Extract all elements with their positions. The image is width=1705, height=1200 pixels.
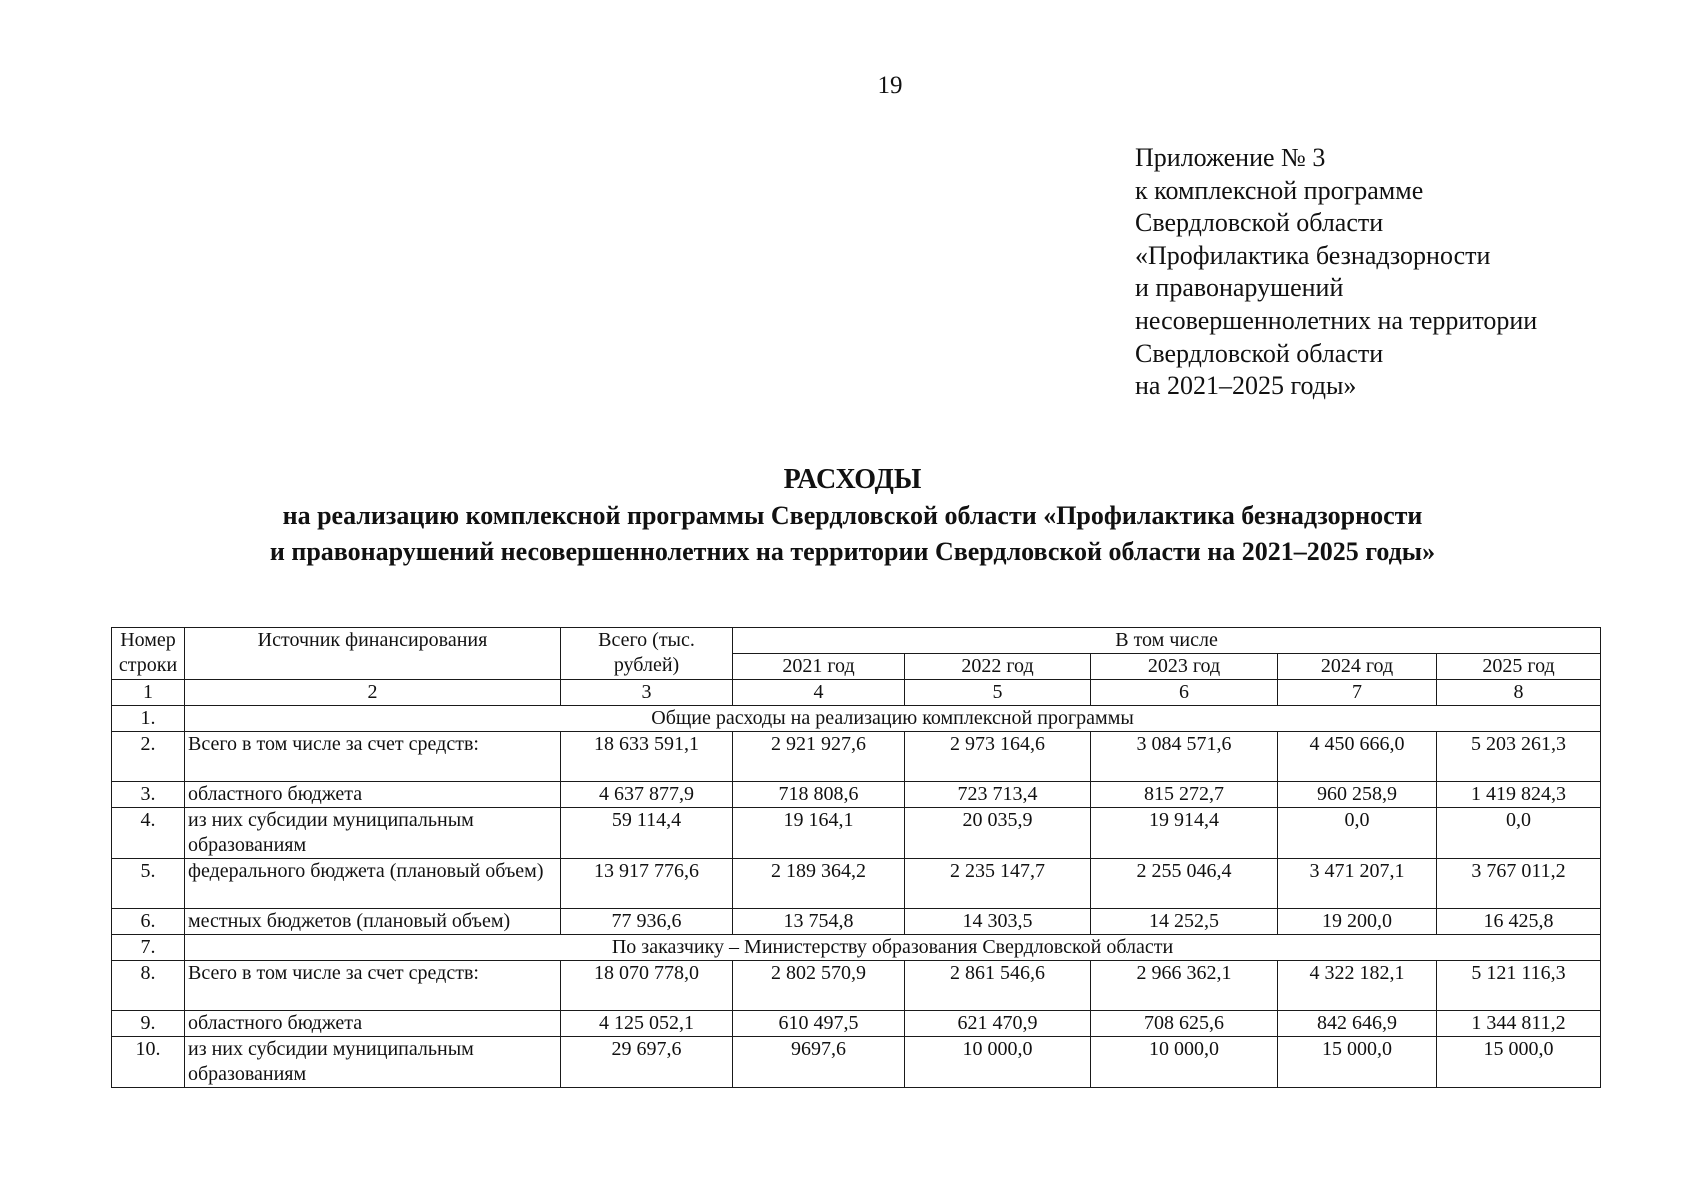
- column-number: 8: [1437, 680, 1601, 706]
- row-number: 4.: [112, 808, 185, 859]
- table-row-section: [112, 706, 1601, 732]
- row-value-2024: 4 450 666,0: [1278, 732, 1437, 782]
- row-value-2021: 2 921 927,6: [733, 732, 905, 782]
- row-value-2021: 9697,6: [733, 1037, 905, 1088]
- row-value-2025: 5 121 116,3: [1437, 961, 1601, 1011]
- row-value-2022: 2 861 546,6: [905, 961, 1091, 1011]
- row-value-2023: 10 000,0: [1091, 1037, 1278, 1088]
- table-row: [112, 961, 1601, 1011]
- row-value-2025: 15 000,0: [1437, 1037, 1601, 1088]
- row-value-2025: 5 203 261,3: [1437, 732, 1601, 782]
- row-value-2023: 3 084 571,6: [1091, 732, 1278, 782]
- appendix-note: [1135, 142, 1655, 403]
- row-number: 1.: [112, 706, 185, 732]
- row-value-2021: 718 808,6: [733, 782, 905, 808]
- row-value-2025: 1 419 824,3: [1437, 782, 1601, 808]
- row-value-2022: 2 235 147,7: [905, 859, 1091, 909]
- row-value-2021: 2 189 364,2: [733, 859, 905, 909]
- appendix-line: и правонарушений: [1135, 273, 1344, 303]
- row-value-2022: 621 470,9: [905, 1011, 1091, 1037]
- row-source: из них субсидии муниципальным образованиям: [185, 808, 561, 859]
- appendix-line: к комплексной программе: [1135, 175, 1424, 205]
- row-value-2025: 0,0: [1437, 808, 1601, 859]
- row-source: Всего в том числе за счет средств:: [185, 961, 561, 1011]
- column-number: 7: [1278, 680, 1437, 706]
- row-value-2021: 13 754,8: [733, 909, 905, 935]
- column-number: 2: [185, 680, 561, 706]
- document-title: [0, 462, 1705, 570]
- row-source: областного бюджета: [185, 1011, 561, 1037]
- row-value-2023: 815 272,7: [1091, 782, 1278, 808]
- row-value-2025: 3 767 011,2: [1437, 859, 1601, 909]
- row-value-2024: 19 200,0: [1278, 909, 1437, 935]
- row-total: 18 070 778,0: [561, 961, 733, 1011]
- row-value-2022: 14 303,5: [905, 909, 1091, 935]
- row-source: федерального бюджета (плановый объем): [185, 859, 561, 909]
- row-source: Всего в том числе за счет средств:: [185, 732, 561, 782]
- header-year-2021: 2021 год: [733, 654, 905, 680]
- column-number: 6: [1091, 680, 1278, 706]
- row-value-2021: 19 164,1: [733, 808, 905, 859]
- table-row: [112, 1011, 1601, 1037]
- appendix-line: на 2021–2025 годы»: [1135, 371, 1357, 401]
- header-year-2025: 2025 год: [1437, 654, 1601, 680]
- table-row-section: [112, 935, 1601, 961]
- row-value-2024: 3 471 207,1: [1278, 859, 1437, 909]
- row-total: 13 917 776,6: [561, 859, 733, 909]
- header-year-2024: 2024 год: [1278, 654, 1437, 680]
- table-row: [112, 1037, 1601, 1088]
- row-number: 5.: [112, 859, 185, 909]
- row-value-2021: 2 802 570,9: [733, 961, 905, 1011]
- row-number: 2.: [112, 732, 185, 782]
- row-number: 6.: [112, 909, 185, 935]
- header-row-number: Номер строки: [112, 628, 185, 680]
- table-row: [112, 732, 1601, 782]
- row-value-2023: 19 914,4: [1091, 808, 1278, 859]
- section-title: Общие расходы на реализацию комплексной программы: [185, 706, 1601, 732]
- row-value-2022: 10 000,0: [905, 1037, 1091, 1088]
- appendix-line: Приложение № 3: [1135, 143, 1326, 172]
- row-value-2024: 15 000,0: [1278, 1037, 1437, 1088]
- header-total: Всего (тыс. рублей): [561, 628, 733, 680]
- header-including: В том числе: [733, 628, 1601, 654]
- row-value-2024: 960 258,9: [1278, 782, 1437, 808]
- table-row: [112, 859, 1601, 909]
- expenses-table: [111, 627, 1601, 1088]
- header-source: Источник финансирования: [185, 628, 561, 680]
- header-year-2023: 2023 год: [1091, 654, 1278, 680]
- page-number: 19: [877, 72, 903, 99]
- column-numbers-row: [112, 680, 1601, 706]
- table-body: [112, 706, 1601, 1088]
- row-value-2022: 2 973 164,6: [905, 732, 1091, 782]
- appendix-line: Свердловской области: [1135, 338, 1384, 368]
- row-value-2025: 1 344 811,2: [1437, 1011, 1601, 1037]
- row-number: 9.: [112, 1011, 185, 1037]
- row-total: 29 697,6: [561, 1037, 733, 1088]
- row-source: областного бюджета: [185, 782, 561, 808]
- row-number: 3.: [112, 782, 185, 808]
- row-value-2023: 708 625,6: [1091, 1011, 1278, 1037]
- row-value-2022: 20 035,9: [905, 808, 1091, 859]
- appendix-line: несовершеннолетних на территории: [1135, 305, 1538, 335]
- row-total: 18 633 591,1: [561, 732, 733, 782]
- appendix-line: «Профилактика безнадзорности: [1135, 240, 1491, 270]
- header-year-2022: 2022 год: [905, 654, 1091, 680]
- appendix-line: Свердловской области: [1135, 208, 1384, 238]
- row-total: 59 114,4: [561, 808, 733, 859]
- row-value-2021: 610 497,5: [733, 1011, 905, 1037]
- row-value-2025: 16 425,8: [1437, 909, 1601, 935]
- table-row: [112, 909, 1601, 935]
- column-number: 3: [561, 680, 733, 706]
- row-value-2022: 723 713,4: [905, 782, 1091, 808]
- title-line-1: на реализацию комплексной программы Свердловской области «Профилактика безнадзорности: [282, 501, 1423, 530]
- table-row: [112, 782, 1601, 808]
- row-value-2024: 4 322 182,1: [1278, 961, 1437, 1011]
- row-total: 4 637 877,9: [561, 782, 733, 808]
- row-total: 77 936,6: [561, 909, 733, 935]
- column-number: 4: [733, 680, 905, 706]
- row-total: 4 125 052,1: [561, 1011, 733, 1037]
- row-number: 10.: [112, 1037, 185, 1088]
- table-row: [112, 808, 1601, 859]
- column-number: 1: [112, 680, 185, 706]
- row-value-2024: 0,0: [1278, 808, 1437, 859]
- row-value-2023: 2 966 362,1: [1091, 961, 1278, 1011]
- row-value-2023: 14 252,5: [1091, 909, 1278, 935]
- row-source: из них субсидии муниципальным образованиям: [185, 1037, 561, 1088]
- row-source: местных бюджетов (плановый объем): [185, 909, 561, 935]
- section-title: По заказчику – Министерству образования Свердловской области: [185, 935, 1601, 961]
- column-number: 5: [905, 680, 1091, 706]
- row-value-2023: 2 255 046,4: [1091, 859, 1278, 909]
- title-line-2: и правонарушений несовершеннолетних на территории Свердловской области на 2021–2025 годы»: [269, 537, 1436, 566]
- title-heading: РАСХОДЫ: [783, 464, 922, 495]
- row-number: 8.: [112, 961, 185, 1011]
- row-number: 7.: [112, 935, 185, 961]
- row-value-2024: 842 646,9: [1278, 1011, 1437, 1037]
